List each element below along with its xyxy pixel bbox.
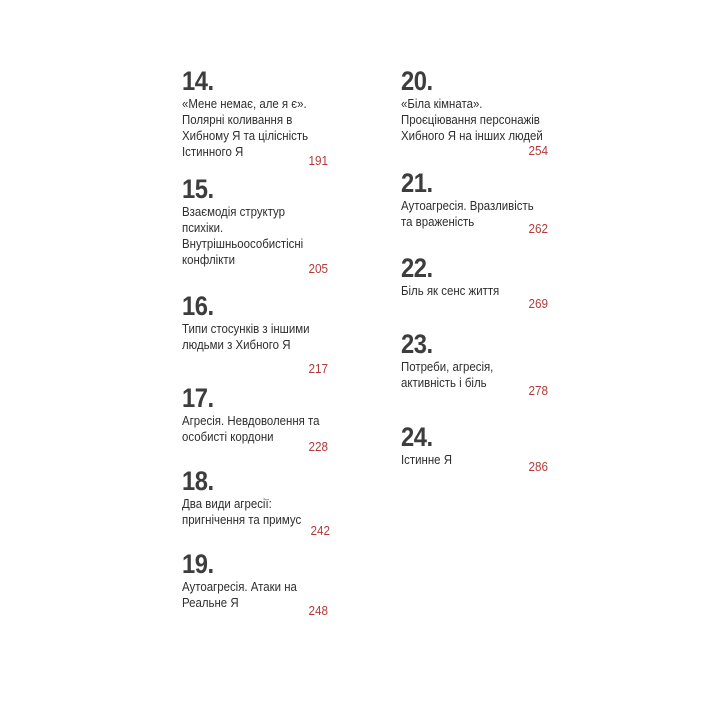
title-line: Потреби, агресія, <box>401 359 494 374</box>
chapter-number: 22. <box>401 253 433 283</box>
page-number: 269 <box>528 296 548 311</box>
title-line: конфлікти <box>182 252 235 267</box>
page-number: 262 <box>528 221 548 236</box>
chapter-number: 15. <box>182 174 214 204</box>
title-line: Хибному Я та цілісність <box>182 128 309 143</box>
title-line: Хибного Я на інших людей <box>401 128 543 143</box>
title-line: пригнічення та примус <box>182 512 302 527</box>
chapter-number: 20. <box>401 66 433 96</box>
chapter-title <box>182 96 336 160</box>
title-line: Істинного Я <box>182 144 244 159</box>
chapter-title <box>182 321 336 353</box>
page-number: 242 <box>310 523 330 538</box>
page-number: 286 <box>528 459 548 474</box>
chapter-number: 14. <box>182 66 214 96</box>
chapter-number: 23. <box>401 329 433 359</box>
page-number: 278 <box>528 383 548 398</box>
title-line: та враженість <box>401 214 475 229</box>
title-line: активність і біль <box>401 375 487 390</box>
chapter-number: 24. <box>401 422 433 452</box>
title-line: Полярні коливання в <box>182 112 293 127</box>
chapter-number: 17. <box>182 383 214 413</box>
chapter-number: 21. <box>401 168 433 198</box>
title-line: «Мене немає, але я є». <box>182 96 307 111</box>
title-line: Внутрішньоособистісні <box>182 236 304 251</box>
chapter-title <box>401 96 555 144</box>
title-line: Істинне Я <box>401 452 452 467</box>
title-line: Аутоагресія. Вразливість <box>401 198 534 213</box>
title-line: Типи стосунків з іншими <box>182 321 310 336</box>
title-line: Взаємодія структур <box>182 204 286 219</box>
chapter-number: 19. <box>182 549 214 579</box>
page-number: 248 <box>308 603 328 618</box>
chapter-number: 18. <box>182 466 214 496</box>
title-line: психіки. <box>182 220 224 235</box>
title-line: особисті кордони <box>182 429 274 444</box>
title-line: Реальне Я <box>182 595 239 610</box>
title-line: Два види агресії: <box>182 496 272 511</box>
page-number: 228 <box>308 439 328 454</box>
title-line: «Біла кімната». <box>401 96 483 111</box>
title-line: Агресія. Невдоволення та <box>182 413 320 428</box>
chapter-title <box>182 204 336 268</box>
title-line: людьми з Хибного Я <box>182 337 291 352</box>
chapter-number: 16. <box>182 291 214 321</box>
title-line: Аутоагресія. Атаки на <box>182 579 297 594</box>
title-line: Біль як сенс життя <box>401 283 500 298</box>
page-number: 217 <box>308 361 328 376</box>
title-line: Проєціювання персонажів <box>401 112 540 127</box>
page-number: 191 <box>308 153 328 168</box>
page-number: 205 <box>308 261 328 276</box>
page-number: 254 <box>528 143 548 158</box>
